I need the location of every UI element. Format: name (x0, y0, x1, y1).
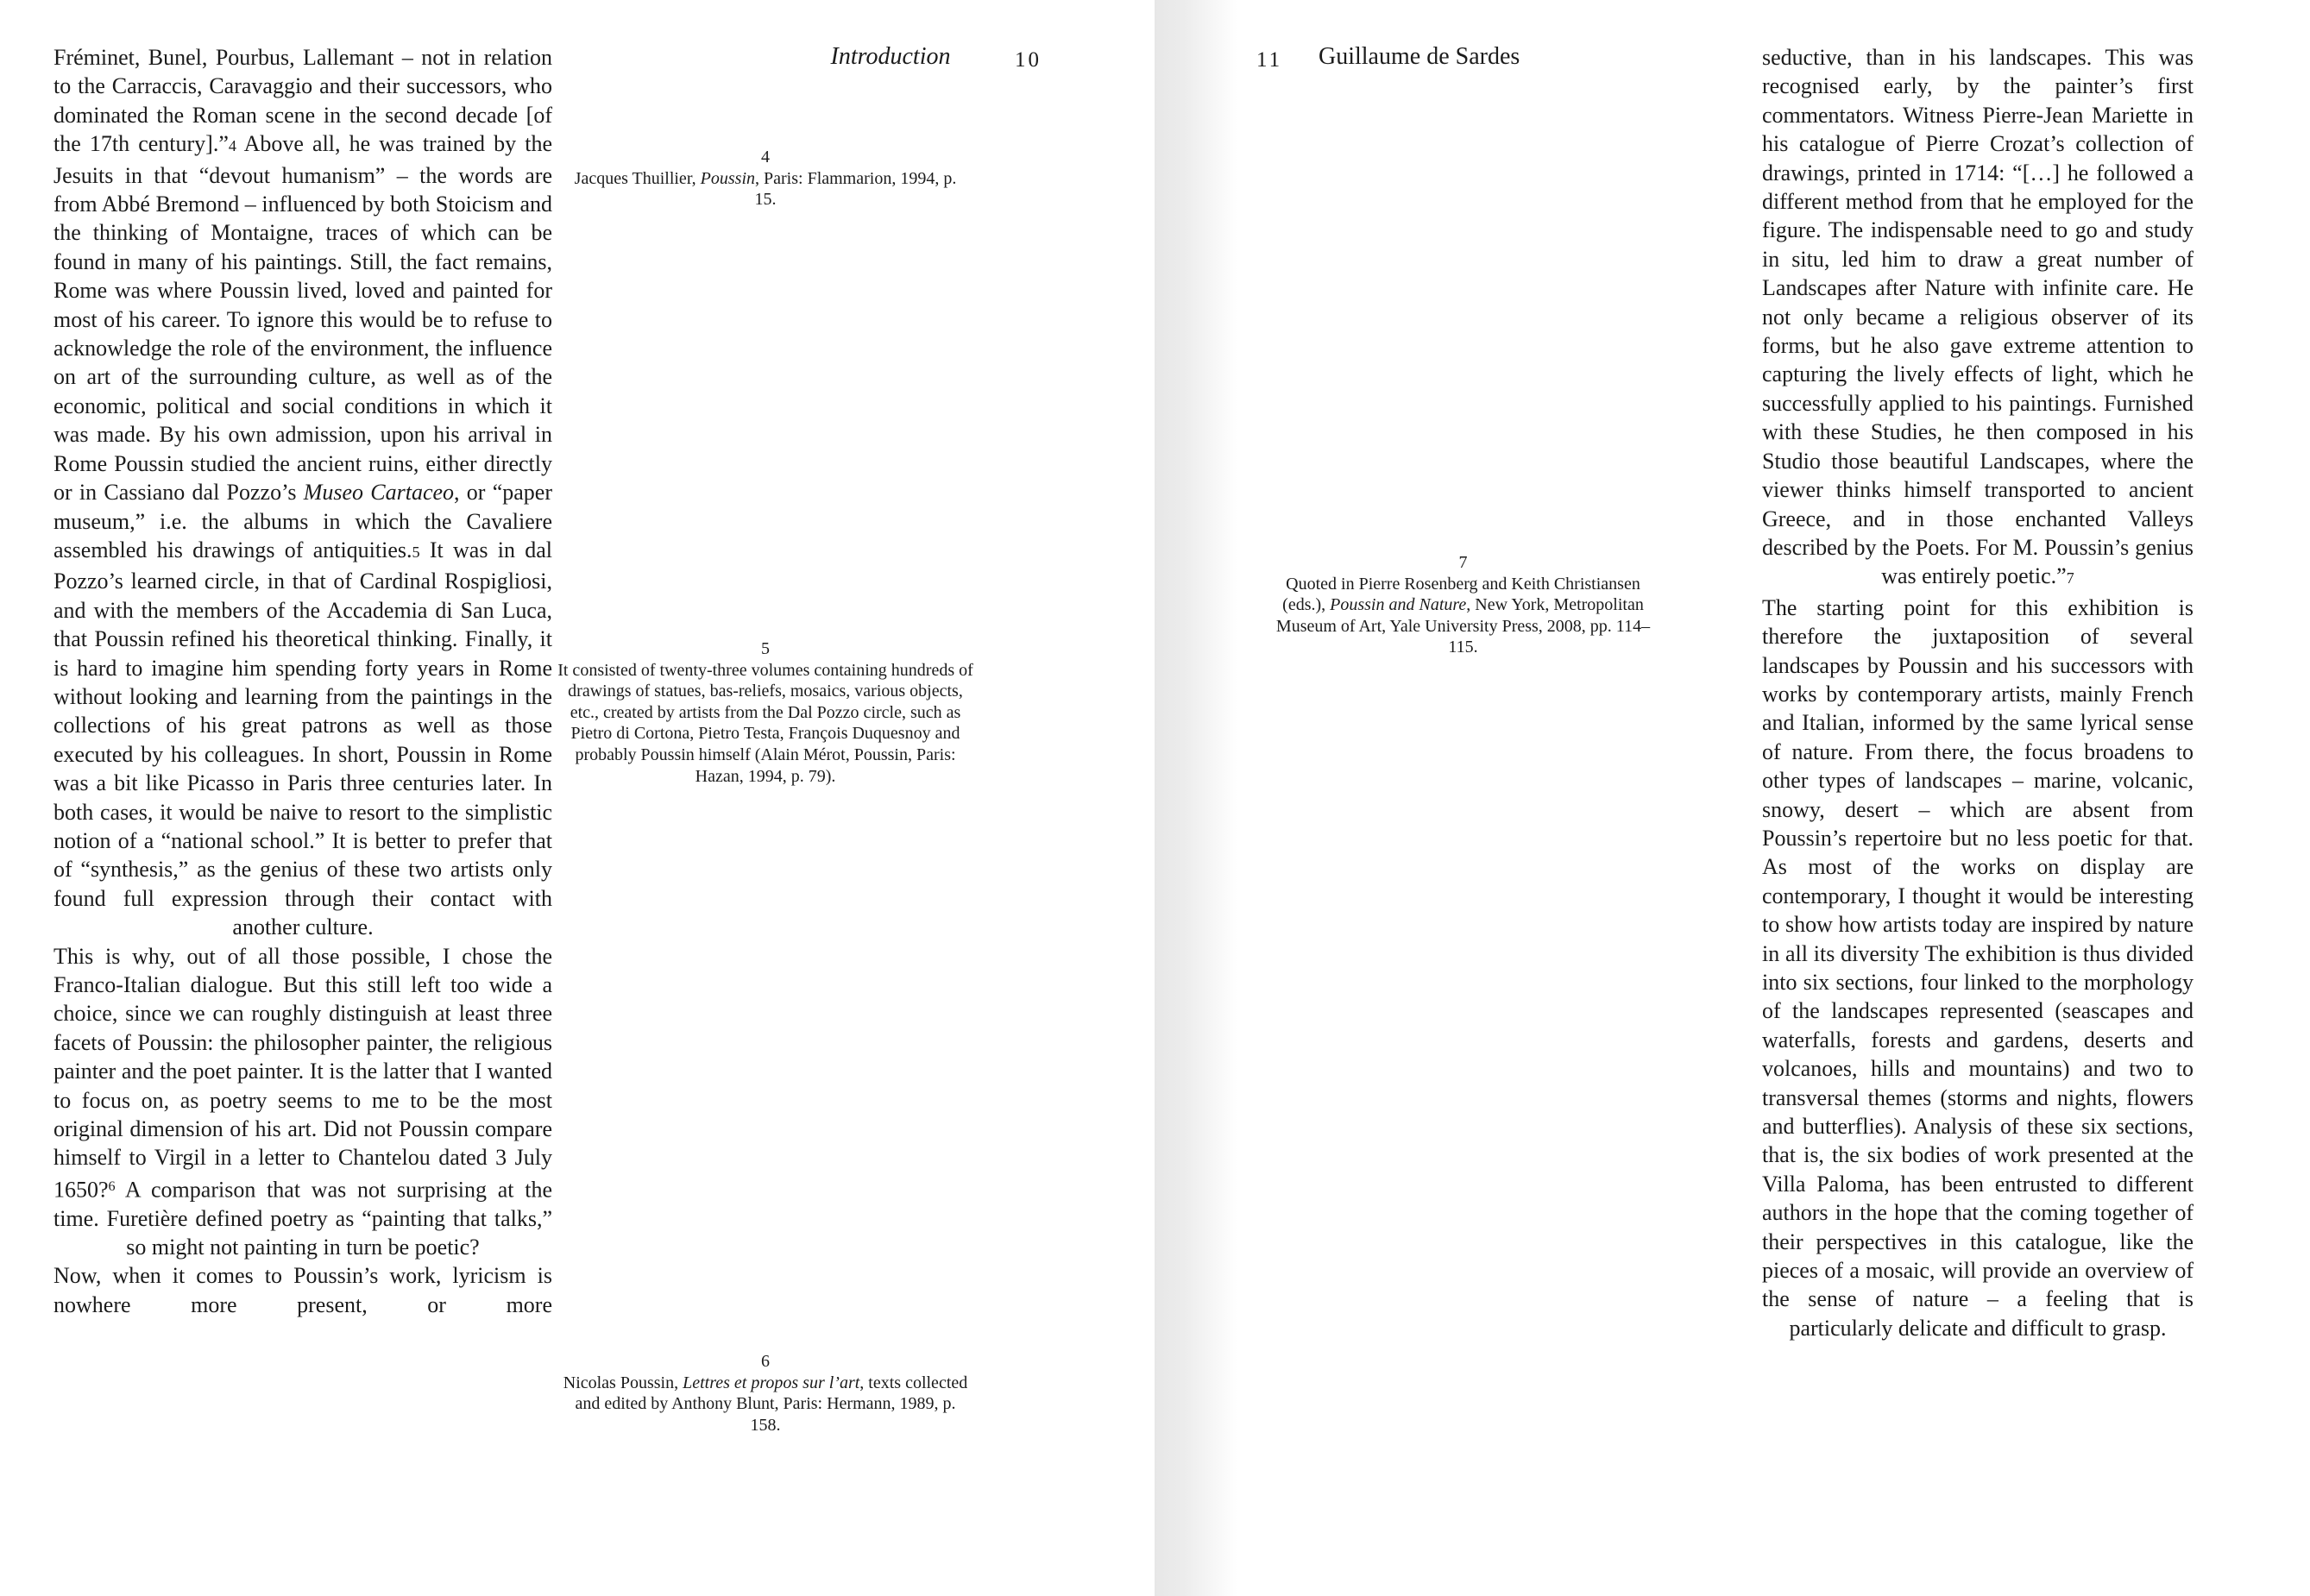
footnote-reference: 7 (2066, 569, 2074, 588)
page-number-left: 10 (1015, 48, 1042, 72)
text-segment: , or “paper museum,” i.e. the albums in which the Cavaliere assembled his drawings of antiquities. (54, 480, 552, 562)
footnote-text (1276, 575, 1650, 657)
text-segment: Museo Cartaceo (303, 480, 455, 506)
text-segment: Lettres et propos sur l’art (683, 1373, 860, 1392)
footnote-number: 7 (1458, 553, 1468, 572)
footnote-text (557, 661, 973, 786)
running-title-author: Guillaume de Sardes (1319, 43, 1520, 70)
running-title-introduction: Introduction (830, 43, 951, 70)
text-segment: , Paris: Flammarion, 1994, p. 15. (754, 168, 957, 210)
text-segment: This is why, out of all those possible, I chose the Franco-Italian dialogue. But this still left too wide a choice, since we can roughly distinguish at least three facets of Poussin: the philosopher painter, the religious painter and the poet painter. It is the latter that I wanted to focus on, as poetry seems to me to be the most original dimension of his art. Did not Poussin compare himself to Virgil in a letter to Chantelou dated 3 July 1650? (54, 943, 552, 1203)
text-segment: Quoted in Pierre Rosenberg and Keith Christiansen (eds.), (1282, 574, 1640, 615)
text-segment: The starting point for this exhibition is therefore the juxtaposition of several landscapes by Poussin and his successors with works by contemporary artists, mainly French and Italian, informed by the same lyrical sense of nature. From there, the focus broadens to other types of landscapes – marine, volcanic, snowy, desert – which are absent from Poussin’s repertoire but no less poetic for that. As most of the works on display are contemporary, I thought it would be interesting to show how artists today are inspired by nature in all its diversity The exhibition is thus divided into six sections, four linked to the morphology of the landscapes represented (seascapes and waterfalls, forests and gardens, deserts and volcanoes, hills and mountains) and two to transversal themes (storms and nights, flowers and butterflies). Analysis of these six sections, that is, the six bodies of work presented at the Villa Paloma, has been entrusted to different authors in the hope that the coming together of their perspectives in this catalogue, like the pieces of a mosaic, will provide an overview of the sense of nature – a feeling that is particularly delicate and difficult to grasp. (1762, 594, 2194, 1341)
footnote-reference: 4 (228, 137, 236, 155)
footnote-text (563, 1373, 968, 1435)
text-segment: Jacques Thuillier, (574, 168, 701, 188)
footnote-number: 6 (761, 1352, 770, 1371)
page-gutter-shadow (1155, 0, 1237, 1596)
text-segment: Now, when it comes to Poussin’s work, lyricism is nowhere more present, or more (54, 1263, 552, 1317)
body-paragraph (54, 942, 552, 1262)
text-segment: Poussin (700, 168, 756, 188)
footnote-6 (563, 1351, 968, 1436)
text-segment: It was in dal Pozzo’s learned circle, in that of Cardinal Rospigliosi, and with the members of the Accademia di San Luca, that Poussin refined his theoretical thinking. Finally, it is hard to imagine him spending forty years in Rome without looking and learning from the paintings in the collections of his great patrons as well as those executed by his colleagues. In short, Poussin in Rome was a bit like Picasso in Paris three centuries later. In both cases, it would be naive to resort to the simplistic notion of a “national school.” It is better to prefer that of “synthesis,” as the genius of these two artists only found full expression through their contact with another culture. (54, 537, 552, 940)
text-segment: Above all, he was trained by the Jesuits in that “devout humanism” – the words are from Abbé Bremond – influenced by both Stoicism and the thinking of Montaigne, traces of which can be found in many of his paintings. Still, the fact remains, Rome was where Poussin lived, loved and painted for most of his career. To ignore this would be to refuse to acknowledge the role of the environment, the influence on art of the surrounding culture, as well as of the economic, political and social conditions in which it was made. By his own admission, upon his arrival in Rome Poussin studied the ancient ruins, either directly or in Cassiano dal Pozzo’s (54, 131, 552, 506)
footnote-5 (552, 638, 979, 787)
page-number-right: 11 (1256, 48, 1283, 72)
body-paragraph (1762, 594, 2194, 1343)
footnote-number: 5 (761, 639, 770, 658)
text-segment: Nicolas Poussin, (563, 1373, 683, 1392)
text-segment: Fréminet, Bunel, Pourbus, Lallemant – not in relation to the Carraccis, Caravaggio and their successors, who dominated the Roman scene in the second decade [of the 17th century].” (54, 45, 552, 157)
text-segment: , texts collected and edited by Anthony Blunt, Paris: Hermann, 1989, p. 158. (575, 1373, 968, 1435)
text-segment: Poussin and Nature (1330, 595, 1467, 615)
footnote-reference: 5 (412, 543, 420, 561)
footnote-number: 4 (761, 148, 770, 167)
text-segment: It consisted of twenty-three volumes containing hundreds of drawings of statues, bas-reliefs, mosaics, various objects, etc., created by artists from the Dal Pozzo circle, such as Pietro di Cortona, Pietro Testa, François Duquesnoy and probably Poussin himself (Alain Mérot, Poussin, Paris: Hazan, 1994, p. 79). (557, 660, 973, 786)
right-page-body-column (1762, 43, 2194, 1342)
footnote-text (575, 169, 957, 210)
footnote-7 (1267, 552, 1659, 658)
footnote-4 (563, 147, 968, 210)
text-segment: , New York, Metropolitan Museum of Art, Yale University Press, 2008, pp. 114–115. (1275, 595, 1651, 657)
body-paragraph (1762, 43, 2194, 594)
left-page-body-column (54, 43, 552, 1319)
text-segment: A comparison that was not surprising at the time. Furetière defined poetry as “painting that talks,” so might not painting in turn be poetic? (54, 1177, 552, 1260)
text-segment: seductive, than in his landscapes. This was recognised early, by the painter’s first commentators. Witness Pierre-Jean Mariette in his catalogue of Pierre Crozat’s collection of drawings, printed in 1714: “[…] he followed a different method from that he employed for the figure. The indispensable need to go and study in situ, led him to draw a great number of Landscapes after Nature with infinite care. He not only became a religious observer of its forms, but he also gave extreme attention to capturing the lively effects of light, which he successfully applied to his paintings. Furnished with these Studies, he then composed in his Studio those beautiful Landscapes, where the viewer thinks himself transported to ancient Greece, and in those enchanted Valleys described by the Poets. For M. Poussin’s genius was entirely poetic.” (1762, 45, 2194, 589)
footnote-reference: 6 (108, 1178, 116, 1194)
body-paragraph (54, 1261, 552, 1319)
body-paragraph (54, 43, 552, 942)
